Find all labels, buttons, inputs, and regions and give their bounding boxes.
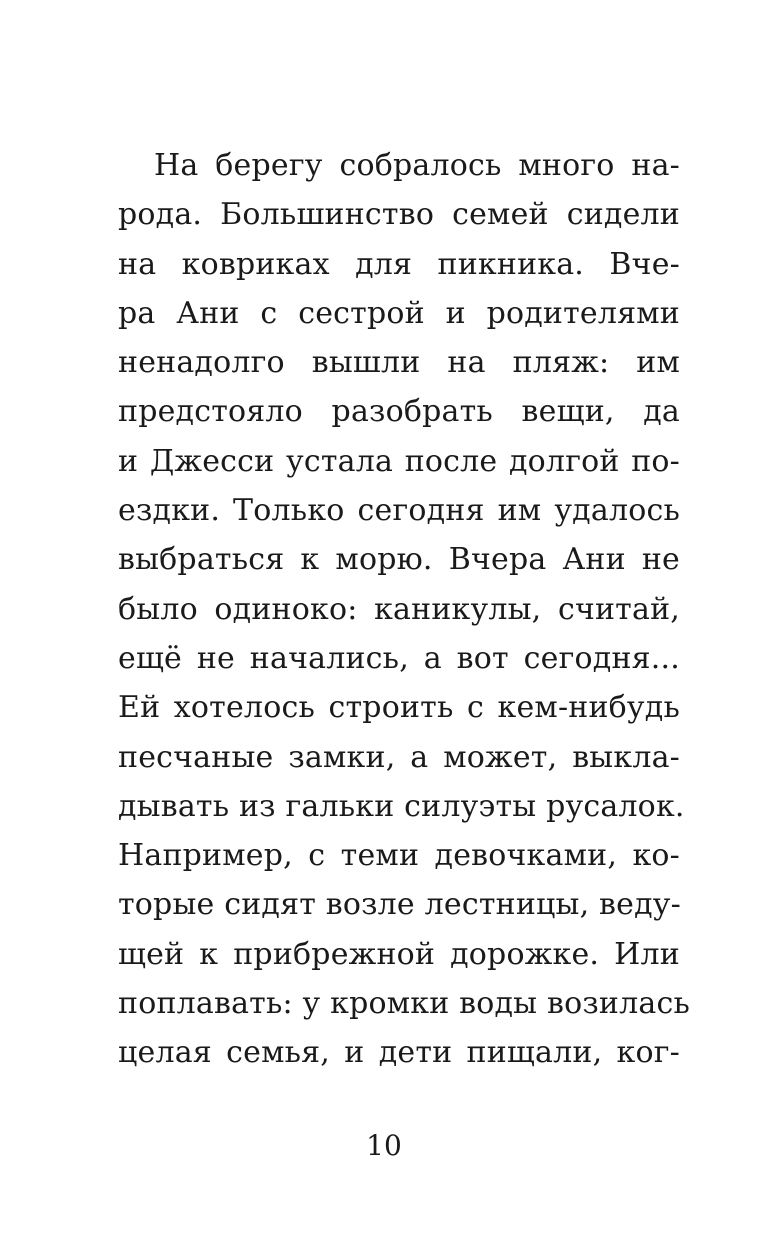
text-line: ездки. Только сегодня им удалось — [118, 493, 680, 529]
text-line: было одиноко: каникулы, считай, — [118, 591, 680, 627]
text-line: предстояло разобрать вещи, да — [118, 394, 680, 430]
text-line: выбраться к морю. Вчера Ани не — [118, 542, 680, 578]
text-line: поплавать: у кромки воды возилась — [118, 986, 690, 1022]
text-line: целая семья, и дети пищали, ког- — [118, 1035, 680, 1071]
text-line: рода. Большинство семей сидели — [118, 197, 680, 233]
text-line: На берегу собралось много на- — [154, 148, 680, 183]
text-line: дывать из гальки силуэты русалок. — [118, 788, 685, 824]
page-number: 10 — [366, 1129, 402, 1162]
text-line: торые сидят возле лестницы, веду- — [118, 887, 681, 923]
text-line: и Джесси устала после долгой по- — [118, 443, 680, 479]
text-line: ненадолго вышли на пляж: им — [118, 345, 680, 381]
text-line: ра Ани с сестрой и родителями — [118, 295, 680, 331]
text-line: на ковриках для пикника. Вче- — [118, 246, 680, 282]
text-line: щей к прибрежной дорожке. Или — [118, 936, 680, 972]
text-line: Например, с теми девочками, ко- — [118, 838, 680, 874]
text-line: Ей хотелось строить с кем-нибудь — [118, 690, 680, 726]
text-line: ещё не начались, а вот сегодня... — [118, 640, 680, 676]
body-paragraph — [118, 141, 690, 1078]
text-line: песчаные замки, а может, выкла- — [118, 739, 680, 775]
